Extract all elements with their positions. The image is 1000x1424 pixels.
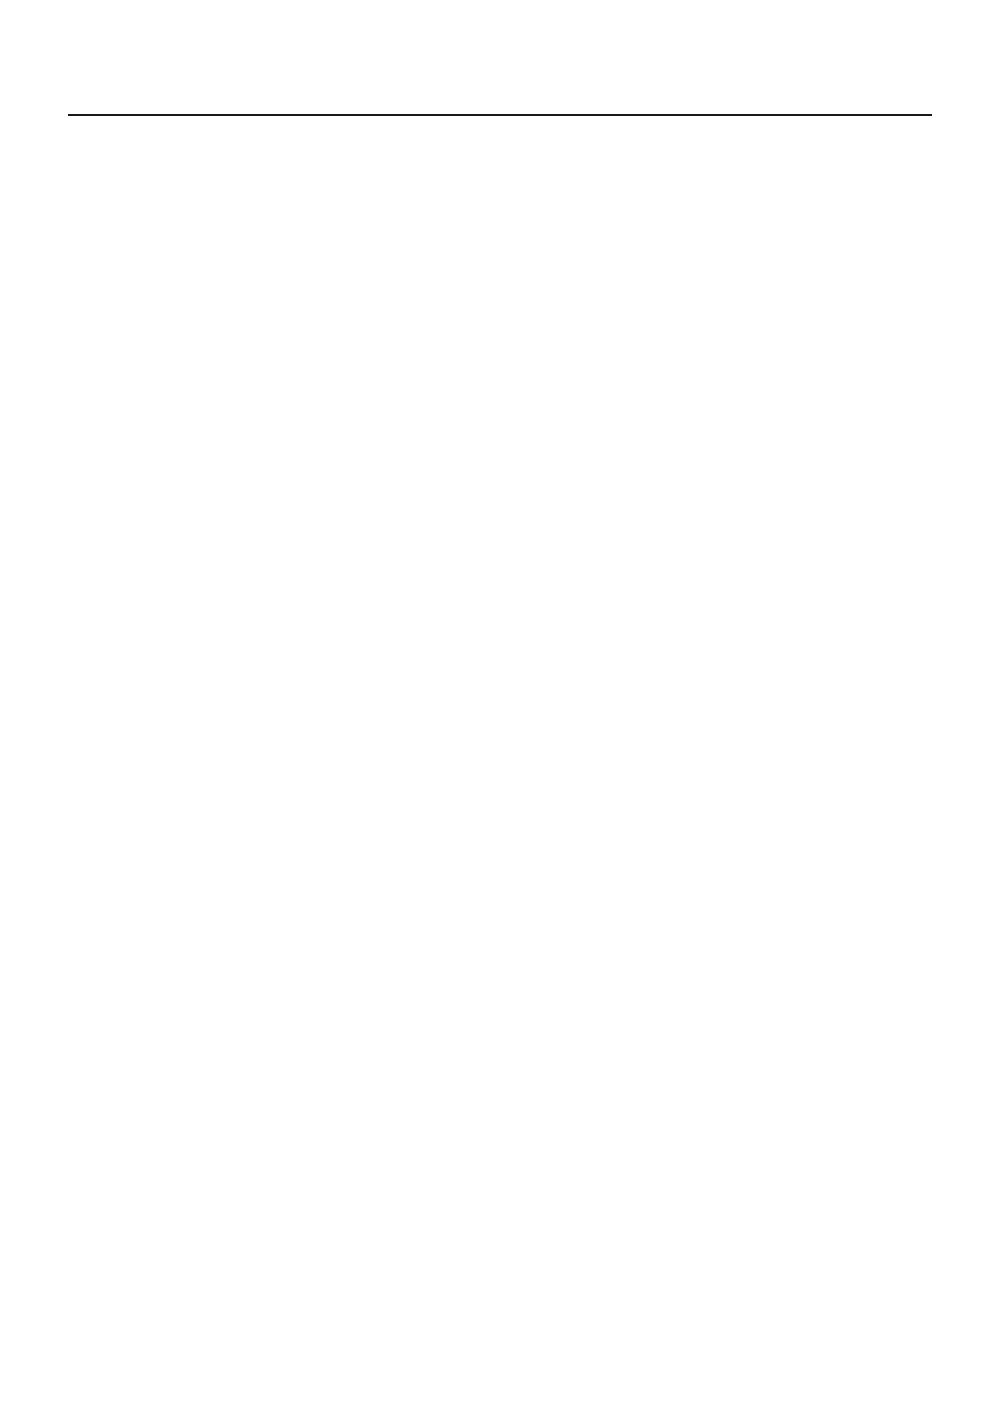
header-rule (68, 114, 932, 116)
